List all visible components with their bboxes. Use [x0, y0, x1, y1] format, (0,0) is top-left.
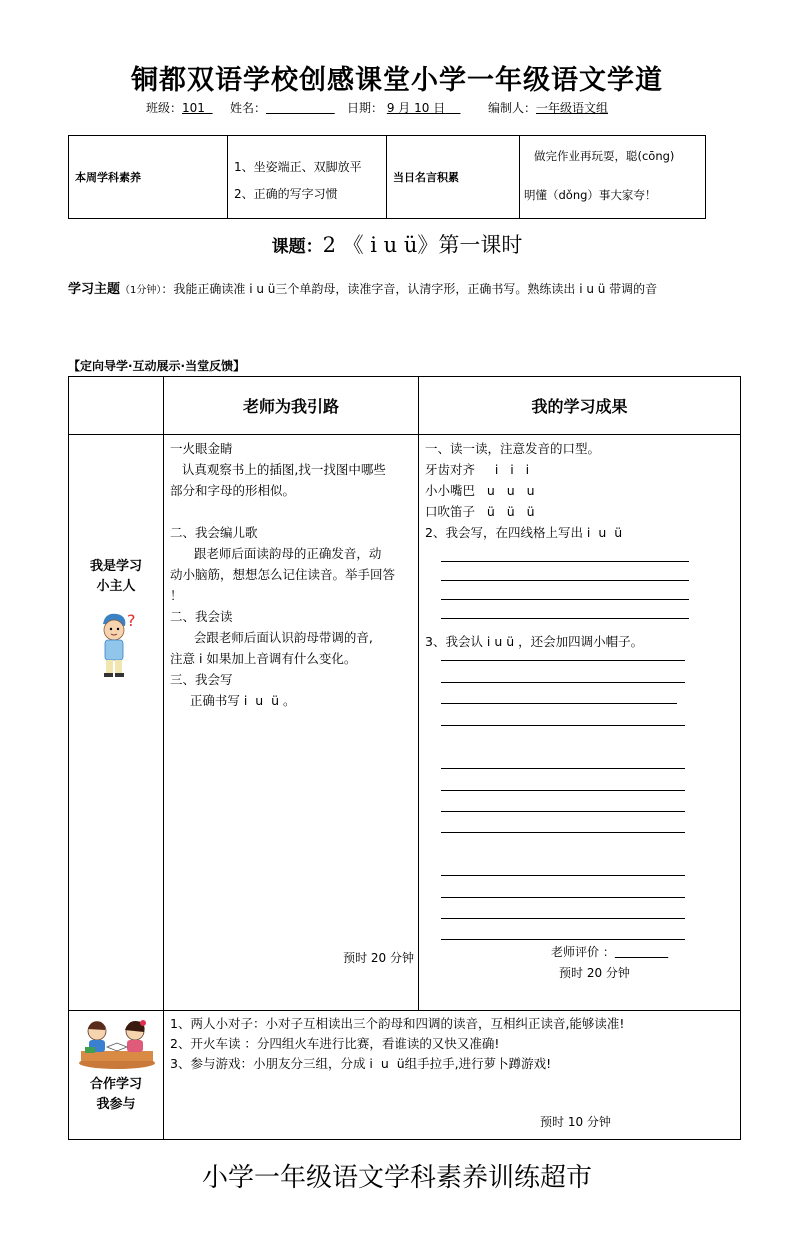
svg-text:?: ? [127, 611, 136, 630]
editor-value: 一年级语文组 [536, 101, 609, 115]
topic-text: ：我能正确读准 i u ü三个单韵母，读准字音，认清字形，正确书写。熟练读出 i u ü 带调的音 [161, 282, 658, 296]
coop-line: 1、两人小对子：小对子互相读出三个韵母和四调的读音，互相纠正读音,能够读准! [170, 1016, 625, 1031]
writing-line[interactable] [441, 811, 685, 812]
student-thinking-icon [91, 610, 141, 682]
writing-line[interactable] [441, 768, 685, 769]
class-label: 班级： [146, 101, 183, 115]
writing-line[interactable] [441, 875, 685, 876]
teacher-line [170, 501, 418, 522]
result-line: 小小嘴巴 u u u [425, 483, 535, 498]
literacy-item: 1、坐姿端正、双脚放平 [234, 160, 362, 174]
literacy-table [68, 135, 706, 219]
literacy-item: 2、正确的写字习惯 [234, 187, 338, 201]
teacher-line: ！ [170, 588, 183, 603]
main-table [68, 376, 741, 1140]
result-line: 2、我会写，在四线格上写出 i u ü [425, 525, 623, 540]
lesson-title [0, 229, 794, 259]
coop-time: 预时 10 分钟 [540, 1115, 611, 1129]
writing-line[interactable] [441, 561, 689, 562]
coop-line: 3、参与游戏：小朋友分三组，分成 i u ü组手拉手,进行萝卜蹲游戏! [170, 1056, 552, 1071]
coop-line: 2、开火车读 ：分四组火车进行比赛，看谁读的又快又准确! [170, 1036, 500, 1051]
writing-line[interactable] [441, 580, 689, 581]
teacher-line: 跟老师后面读韵母的正确发音，动 [170, 546, 382, 561]
result-time: 预时 20 分钟 [559, 966, 630, 980]
class-value: 101 [182, 101, 205, 115]
footer-title: 小学一年级语文学科素养训练超市 [201, 1163, 592, 1193]
name-field [230, 99, 335, 116]
quote-line: 做完作业再玩耍，聪(cōng) [534, 149, 675, 163]
writing-line[interactable] [441, 599, 689, 600]
topic-time: （1分钟） [120, 285, 162, 296]
teacher-line: 注意 i 如果加上音调有什么变化。 [170, 651, 357, 666]
row-label: 小主人 [96, 579, 136, 594]
writing-line[interactable] [441, 939, 685, 940]
teacher-line: 三、我会写 [170, 672, 233, 687]
row-label: 我参与 [96, 1097, 136, 1112]
date-field [347, 99, 460, 116]
teacher-line: 二、我会读 [170, 609, 233, 624]
writing-line[interactable] [441, 832, 685, 833]
result-item3: 3、我会认 i u ü ，还会加四调小帽子。 [425, 634, 644, 649]
col-header-result: 我的学习成果 [419, 377, 741, 435]
writing-line[interactable] [441, 660, 685, 661]
evaluation-label: 老师评价 ： [551, 945, 615, 959]
teacher-line: 部分和字母的形相似。 [170, 483, 296, 498]
teacher-line: 一火眼金睛 [170, 441, 233, 456]
editor-field [488, 99, 608, 116]
result-line: 一、读一读，注意发音的口型。 [425, 441, 601, 456]
teacher-evaluation [551, 943, 668, 960]
teacher-line: 二、我会编儿歌 [170, 525, 258, 540]
result-line: 牙齿对齐 i i i [425, 462, 530, 477]
teacher-line: 认真观察书上的插图,找一找图中哪些 [170, 462, 386, 477]
col-header-teacher: 老师为我引路 [164, 377, 419, 435]
teacher-line: 会跟老师后面认识韵母带调的音, [170, 630, 373, 645]
topic-label: 学习主题 [68, 282, 121, 297]
teacher-time: 预时 20 分钟 [343, 951, 414, 965]
class-field [146, 99, 213, 116]
date-value: 9 月 10 日 [386, 101, 446, 115]
learning-topic [68, 272, 738, 308]
name-label: 姓名： [230, 101, 267, 115]
writing-line[interactable] [441, 703, 677, 704]
writing-line[interactable] [441, 725, 685, 726]
page-title: 铜都双语学校创感课堂小学一年级语文学道 [131, 65, 663, 96]
writing-line[interactable] [441, 897, 685, 898]
row-label: 合作学习 [89, 1077, 142, 1092]
quote-label: 当日名言积累 [393, 171, 459, 184]
literacy-label: 本周学科素养 [75, 171, 141, 184]
name-blank[interactable] [266, 101, 335, 115]
teaching-mode: 【定向导学·互动展示·当堂反馈】 [68, 359, 246, 373]
teacher-line: 动小脑筋，想想怎么记住读音。举手回答 [170, 567, 396, 582]
writing-line[interactable] [441, 682, 685, 683]
writing-line[interactable] [441, 918, 685, 919]
writing-line[interactable] [441, 790, 685, 791]
result-line: 口吹笛子 ü ü ü [425, 504, 535, 519]
row-label: 我是学习 [89, 559, 142, 574]
quote-line: 明懂（dǒng）事大家夸！ [524, 188, 657, 202]
lesson-name: 2 《 i u ü》第一课时 [322, 233, 523, 257]
writing-line[interactable] [441, 618, 689, 619]
editor-label: 编制人： [488, 101, 537, 115]
date-label: 日期： [347, 101, 384, 115]
evaluation-blank[interactable] [615, 945, 668, 959]
children-studying-icon [77, 1017, 157, 1069]
lesson-prefix: 课题： [271, 237, 323, 257]
teacher-line: 正确书写 i u ü 。 [170, 693, 296, 708]
